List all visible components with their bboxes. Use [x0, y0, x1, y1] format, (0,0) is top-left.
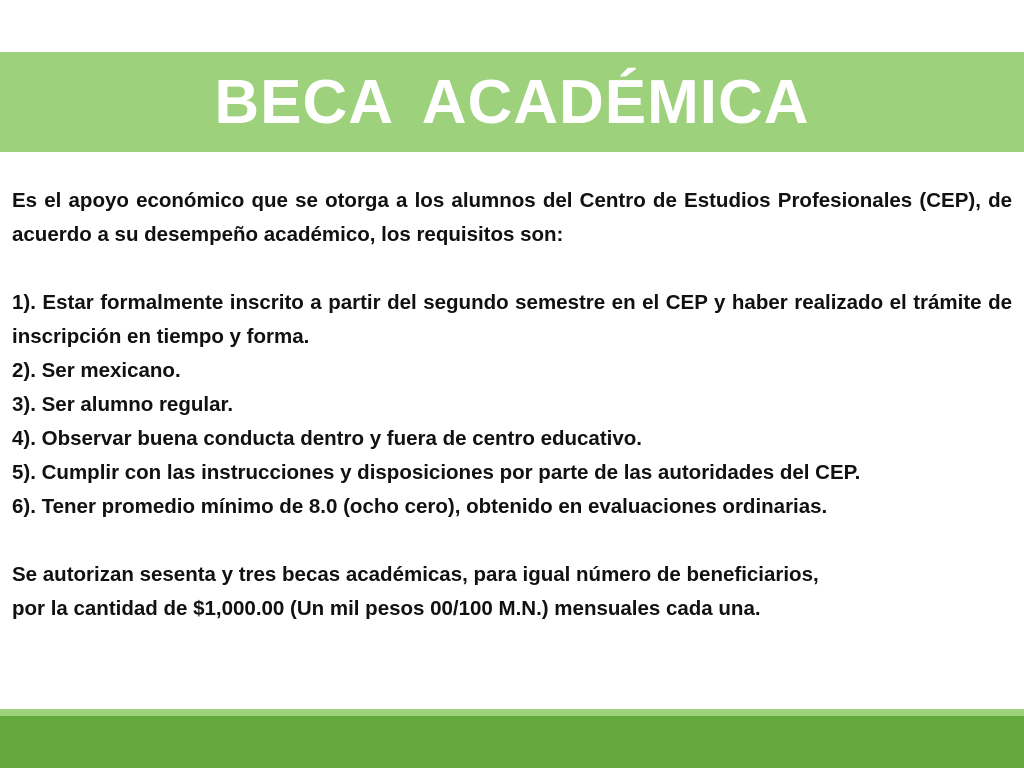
- closing-line: Se autorizan sesenta y tres becas académicas, para igual número de beneficiarios,: [12, 563, 819, 586]
- closing-line: por la cantidad de $1,000.00 (Un mil pesos 00/100 M.N.) mensuales cada una.: [12, 597, 761, 620]
- requirement-item: 5). Cumplir con las instrucciones y disposiciones por parte de las autoridades del CEP.: [12, 461, 861, 484]
- requirement-item: 1). Estar formalmente inscrito a partir del segundo semestre en el CEP y haber realizado el trámite de inscripción en tiempo y forma.: [12, 291, 1012, 348]
- title-banner: [0, 52, 1024, 152]
- paragraph-spacer: [12, 252, 1012, 286]
- footer-band: [0, 716, 1024, 768]
- paragraph-spacer: [12, 524, 1012, 558]
- requirement-item: 6). Tener promedio mínimo de 8.0 (ocho cero), obtenido en evaluaciones ordinarias.: [12, 495, 828, 518]
- requirement-item: 3). Ser alumno regular.: [12, 393, 234, 416]
- slide-title: BECA ACADÉMICA: [214, 67, 810, 137]
- footer-accent-line: [0, 709, 1024, 716]
- intro-paragraph: Es el apoyo económico que se otorga a los alumnos del Centro de Estudios Profesionales (CEP), de acuerdo a su desempeño académico, los requisitos son:: [12, 189, 1012, 246]
- slide-body: [12, 184, 1012, 626]
- requirement-item: 4). Observar buena conducta dentro y fuera de centro educativo.: [12, 427, 642, 450]
- requirement-item: 2). Ser mexicano.: [12, 359, 181, 382]
